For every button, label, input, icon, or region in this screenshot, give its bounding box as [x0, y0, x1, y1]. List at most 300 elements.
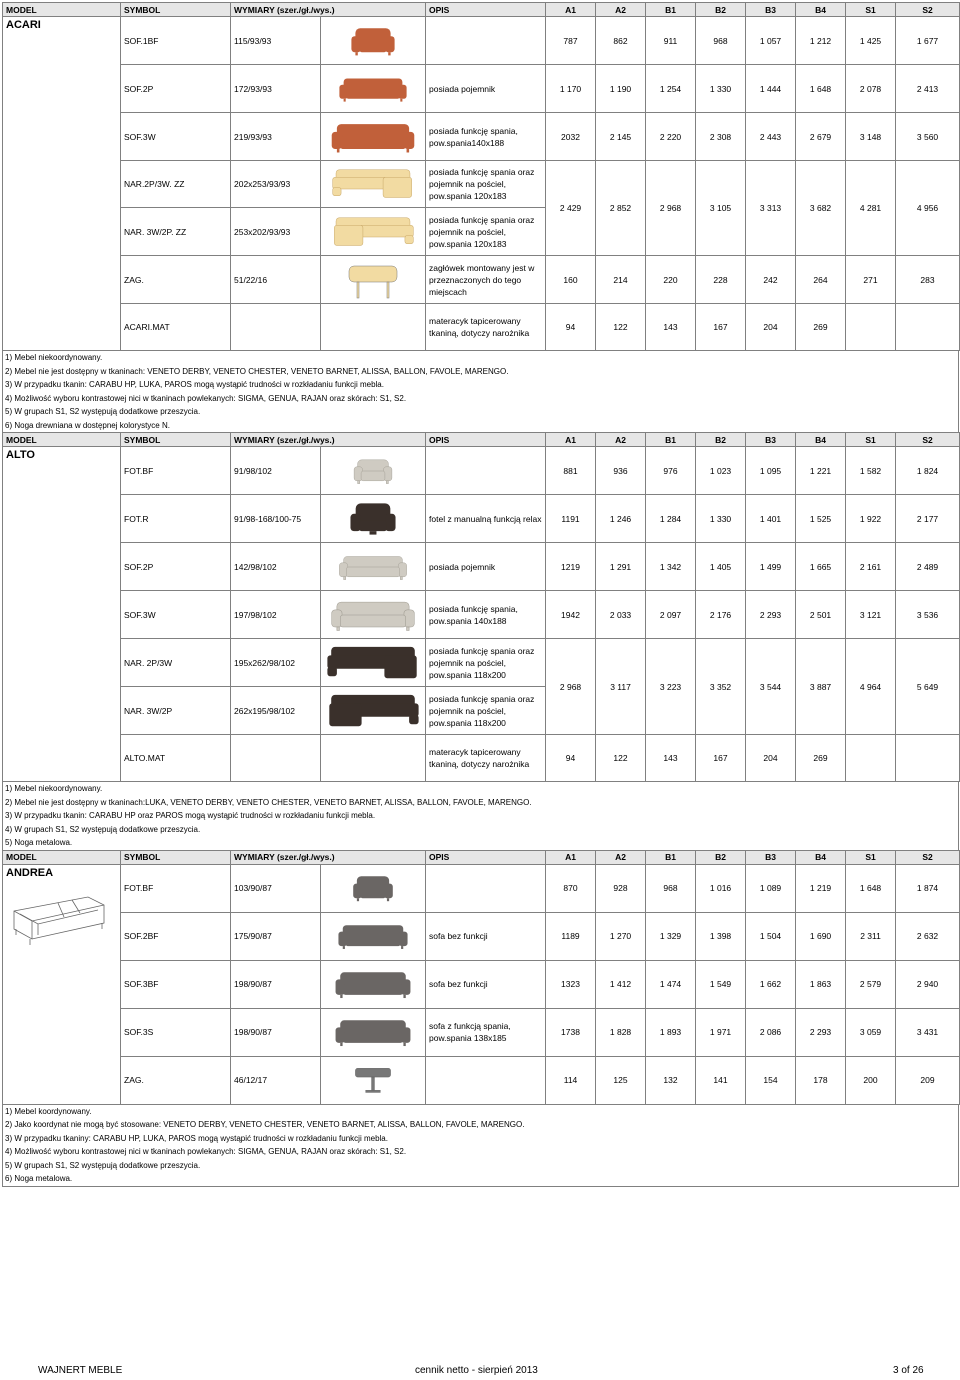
desc-cell: sofa bez funkcji — [426, 912, 546, 960]
price-b4: 3 682 — [796, 161, 846, 256]
header-b3: B3 — [746, 3, 796, 17]
note: 4) Możliwość wyboru kontrastowej nici w tkaninach powlekanych: SIGMA, GENUA, RAJAN oraz skórach: S1, S2. — [5, 1147, 407, 1156]
price-a2: 3 117 — [596, 639, 646, 735]
price-b1: 1 893 — [646, 1008, 696, 1056]
dims-cell: 91/98/102 — [231, 447, 321, 495]
header-b1: B1 — [646, 433, 696, 447]
price-b1: 1 474 — [646, 960, 696, 1008]
price-b4: 269 — [796, 304, 846, 351]
note: 2) Jako koordynat nie mogą być stosowane: VENETO DERBY, VENETO CHESTER, VENETO BARNET, ALISSA, BALLON, FAVOLE, MARENGO. — [5, 1120, 525, 1129]
price-a1: 787 — [546, 17, 596, 65]
price-a1: 1191 — [546, 495, 596, 543]
price-b2: 3 352 — [696, 639, 746, 735]
price-s1: 4 281 — [846, 161, 896, 256]
dims-cell: 91/98-168/100-75 — [231, 495, 321, 543]
price-s1: 2 161 — [846, 543, 896, 591]
symbol-cell: NAR.2P/3W. ZZ — [121, 161, 231, 208]
price-b3: 3 544 — [746, 639, 796, 735]
header-model: MODEL — [3, 850, 121, 864]
header-s1: S1 — [846, 3, 896, 17]
price-a2: 1 828 — [596, 1008, 646, 1056]
price-b2: 1 330 — [696, 495, 746, 543]
price-b3: 1 089 — [746, 864, 796, 912]
header-b2: B2 — [696, 850, 746, 864]
header-desc: OPIS — [426, 433, 546, 447]
symbol-cell: SOF.2P — [121, 65, 231, 113]
dims-cell — [231, 304, 321, 351]
table-row — [3, 591, 960, 639]
price-s1: 2 078 — [846, 65, 896, 113]
price-b3: 1 662 — [746, 960, 796, 1008]
header-dims: WYMIARY (szer./gł./wys.) — [231, 3, 426, 17]
price-b1: 3 223 — [646, 639, 696, 735]
price-a2: 1 190 — [596, 65, 646, 113]
header-s2: S2 — [896, 850, 960, 864]
price-b3: 1 444 — [746, 65, 796, 113]
alto-table — [2, 432, 960, 782]
dims-cell: 262x195/98/102 — [231, 687, 321, 735]
price-s1 — [846, 304, 896, 351]
price-a2: 122 — [596, 735, 646, 782]
price-b1: 911 — [646, 17, 696, 65]
table-row — [3, 735, 960, 782]
price-b4: 1 690 — [796, 912, 846, 960]
price-a2: 2 145 — [596, 113, 646, 161]
price-b2: 1 549 — [696, 960, 746, 1008]
desc-cell: posiada pojemnik — [426, 543, 546, 591]
header-b2: B2 — [696, 433, 746, 447]
desc-cell — [426, 1056, 546, 1104]
product-image — [321, 256, 426, 304]
dims-cell — [231, 735, 321, 782]
price-b2: 1 405 — [696, 543, 746, 591]
model-name: ANDREA — [6, 866, 54, 879]
header-a1: A1 — [546, 433, 596, 447]
symbol-cell: ACARI.MAT — [121, 304, 231, 351]
product-image — [321, 912, 426, 960]
price-b1: 132 — [646, 1056, 696, 1104]
product-image — [321, 543, 426, 591]
price-a2: 122 — [596, 304, 646, 351]
sofa-icon — [338, 547, 408, 587]
price-a2: 1 412 — [596, 960, 646, 1008]
product-image — [321, 735, 426, 782]
model-cell — [3, 17, 121, 351]
price-b2: 3 105 — [696, 161, 746, 256]
price-b4: 2 679 — [796, 113, 846, 161]
price-b2: 2 308 — [696, 113, 746, 161]
price-b4: 264 — [796, 256, 846, 304]
price-a1: 2032 — [546, 113, 596, 161]
price-a1: 1219 — [546, 543, 596, 591]
price-a1: 1738 — [546, 1008, 596, 1056]
price-s2: 1 677 — [896, 17, 960, 65]
symbol-cell: SOF.1BF — [121, 17, 231, 65]
model-cell — [3, 447, 121, 782]
footer-company: WAJNERT MEBLE — [38, 1365, 123, 1376]
price-b1: 143 — [646, 735, 696, 782]
header-dims: WYMIARY (szer./gł./wys.) — [231, 433, 426, 447]
corner-sofa-icon — [331, 213, 415, 251]
price-b4: 1 863 — [796, 960, 846, 1008]
price-a1: 1 170 — [546, 65, 596, 113]
note: 5) W grupach S1, S2 występują dodatkowe przeszycia. — [5, 1160, 201, 1170]
price-b1: 220 — [646, 256, 696, 304]
price-s1: 271 — [846, 256, 896, 304]
header-desc: OPIS — [426, 850, 546, 864]
symbol-cell: FOT.BF — [121, 864, 231, 912]
price-b3: 3 313 — [746, 161, 796, 256]
price-b4: 3 887 — [796, 639, 846, 735]
table-row — [3, 113, 960, 161]
price-b4: 2 501 — [796, 591, 846, 639]
price-a1: 94 — [546, 304, 596, 351]
armchair-icon — [352, 451, 394, 491]
header-dims: WYMIARY (szer./gł./wys.) — [231, 850, 426, 864]
desc-cell: fotel z manualną funkcją relax — [426, 495, 546, 543]
price-b2: 1 016 — [696, 864, 746, 912]
symbol-cell: ZAG. — [121, 1056, 231, 1104]
note: 1) Mebel niekoordynowany. — [5, 784, 103, 793]
table-header — [3, 850, 960, 864]
price-b1: 1 329 — [646, 912, 696, 960]
product-image — [321, 17, 426, 65]
product-image — [321, 1008, 426, 1056]
product-image — [321, 447, 426, 495]
corner-sofa-icon — [325, 692, 421, 730]
symbol-cell: NAR. 2P/3W — [121, 639, 231, 687]
dims-cell: 197/98/102 — [231, 591, 321, 639]
table-row — [3, 543, 960, 591]
price-b2: 228 — [696, 256, 746, 304]
price-a2: 2 033 — [596, 591, 646, 639]
price-b1: 2 968 — [646, 161, 696, 256]
dims-cell: 198/90/87 — [231, 960, 321, 1008]
price-a2: 214 — [596, 256, 646, 304]
symbol-cell: ZAG. — [121, 256, 231, 304]
desc-cell — [426, 447, 546, 495]
header-b4: B4 — [796, 433, 846, 447]
header-a2: A2 — [596, 850, 646, 864]
header-s2: S2 — [896, 433, 960, 447]
price-a2: 1 270 — [596, 912, 646, 960]
price-a1: 2 429 — [546, 161, 596, 256]
price-a1: 160 — [546, 256, 596, 304]
dims-cell: 253x202/93/93 — [231, 208, 321, 256]
price-b3: 204 — [746, 735, 796, 782]
price-b1: 2 220 — [646, 113, 696, 161]
sofa-icon — [330, 117, 416, 157]
product-image — [321, 864, 426, 912]
armchair-icon — [351, 868, 395, 908]
price-s2: 2 413 — [896, 65, 960, 113]
price-a2: 1 291 — [596, 543, 646, 591]
price-a1: 2 968 — [546, 639, 596, 735]
price-s2: 3 536 — [896, 591, 960, 639]
price-b4: 1 221 — [796, 447, 846, 495]
dims-cell: 51/22/16 — [231, 256, 321, 304]
price-b2: 968 — [696, 17, 746, 65]
note: 2) Mebel nie jest dostępny w tkaninach: VENETO DERBY, VENETO CHESTER, VENETO BARNET, ALISSA, BALLON, FAVOLE, MARENGO. — [5, 366, 509, 376]
price-s2: 209 — [896, 1056, 960, 1104]
price-b3: 242 — [746, 256, 796, 304]
headrest-icon — [351, 1060, 395, 1100]
dims-cell: 202x253/93/93 — [231, 161, 321, 208]
dims-cell: 115/93/93 — [231, 17, 321, 65]
product-image — [321, 65, 426, 113]
price-b2: 1 971 — [696, 1008, 746, 1056]
price-list-page — [2, 2, 959, 1187]
symbol-cell: SOF.3W — [121, 591, 231, 639]
price-a1: 1323 — [546, 960, 596, 1008]
price-s2: 2 177 — [896, 495, 960, 543]
price-s2 — [896, 304, 960, 351]
price-b3: 1 504 — [746, 912, 796, 960]
table-row — [3, 256, 960, 304]
note: 4) W grupach S1, S2 występują dodatkowe przeszycia. — [5, 824, 201, 834]
price-b1: 1 254 — [646, 65, 696, 113]
price-b1: 1 284 — [646, 495, 696, 543]
header-a2: A2 — [596, 433, 646, 447]
symbol-cell: SOF.3BF — [121, 960, 231, 1008]
header-b3: B3 — [746, 433, 796, 447]
desc-cell: posiada pojemnik — [426, 65, 546, 113]
price-s2: 2 632 — [896, 912, 960, 960]
price-a1: 881 — [546, 447, 596, 495]
header-b1: B1 — [646, 850, 696, 864]
header-model: MODEL — [3, 3, 121, 17]
table-row — [3, 1008, 960, 1056]
model-name: ALTO — [6, 449, 35, 461]
sofa-icon — [338, 69, 408, 109]
dims-cell: 142/98/102 — [231, 543, 321, 591]
header-desc: OPIS — [426, 3, 546, 17]
header-b2: B2 — [696, 3, 746, 17]
sofa-sketch-icon — [8, 883, 108, 953]
armchair-icon — [349, 21, 397, 61]
price-s2: 3 431 — [896, 1008, 960, 1056]
table-row — [3, 17, 960, 65]
product-image — [321, 591, 426, 639]
header-b4: B4 — [796, 3, 846, 17]
note: 1) Mebel niekoordynowany. — [5, 353, 103, 362]
symbol-cell: SOF.2P — [121, 543, 231, 591]
acari-table — [2, 2, 960, 351]
desc-cell: posiada funkcję spania oraz pojemnik na pościel, pow.spania 120x183 — [426, 208, 546, 256]
price-a2: 936 — [596, 447, 646, 495]
sofa-icon — [337, 916, 409, 956]
table-row — [3, 447, 960, 495]
model-cell — [3, 864, 121, 1104]
desc-cell: materacyk tapicerowany tkaniną, dotyczy narożnika — [426, 304, 546, 351]
table-row — [3, 1056, 960, 1104]
price-s1: 200 — [846, 1056, 896, 1104]
desc-cell: posiada funkcję spania oraz pojemnik na pościel, pow.spania 118x200 — [426, 687, 546, 735]
acari-notes — [2, 351, 959, 432]
price-b2: 141 — [696, 1056, 746, 1104]
table-row — [3, 639, 960, 687]
table-row — [3, 161, 960, 208]
product-image — [321, 687, 426, 735]
price-b1: 968 — [646, 864, 696, 912]
symbol-cell: NAR. 3W/2P. ZZ — [121, 208, 231, 256]
note: 2) Mebel nie jest dostępny w tkaninach:LUKA, VENETO DERBY, VENETO CHESTER, VENETO BARNET, ALISSA, BALLON, FAVOLE, MARENGO. — [5, 797, 532, 807]
price-a2: 862 — [596, 17, 646, 65]
dims-cell: 219/93/93 — [231, 113, 321, 161]
footer-page-number: 3 of 26 — [893, 1365, 924, 1376]
price-b2: 1 398 — [696, 912, 746, 960]
note: 6) Noga drewniana w dostępnej kolorystyce N. — [5, 420, 170, 430]
price-s1: 1 425 — [846, 17, 896, 65]
model-name: ACARI — [6, 19, 41, 31]
symbol-cell: SOF.3S — [121, 1008, 231, 1056]
product-image — [321, 161, 426, 208]
price-a2: 1 246 — [596, 495, 646, 543]
note: 6) Noga metalowa. — [5, 1174, 73, 1183]
price-s1: 3 059 — [846, 1008, 896, 1056]
price-s2: 2 489 — [896, 543, 960, 591]
price-b4: 1 665 — [796, 543, 846, 591]
price-s1: 3 121 — [846, 591, 896, 639]
desc-cell: materacyk tapicerowany tkaniną, dotyczy narożnika — [426, 735, 546, 782]
price-s1: 3 148 — [846, 113, 896, 161]
price-a1: 870 — [546, 864, 596, 912]
table-row — [3, 495, 960, 543]
recliner-icon — [347, 499, 399, 539]
price-b4: 2 293 — [796, 1008, 846, 1056]
price-b1: 2 097 — [646, 591, 696, 639]
price-s1: 1 922 — [846, 495, 896, 543]
price-b3: 154 — [746, 1056, 796, 1104]
price-b4: 1 219 — [796, 864, 846, 912]
table-row — [3, 65, 960, 113]
sofa-icon — [330, 595, 416, 635]
price-b4: 1 212 — [796, 17, 846, 65]
note: 4) Możliwość wyboru kontrastowej nici w tkaninach powlekanych: SIGMA, GENUA, RAJAN oraz skórach: S1, S2. — [5, 393, 407, 403]
price-b3: 1 095 — [746, 447, 796, 495]
price-s2: 283 — [896, 256, 960, 304]
price-s2: 1 874 — [896, 864, 960, 912]
header-s1: S1 — [846, 433, 896, 447]
footer-title: cennik netto - sierpień 2013 — [415, 1365, 538, 1376]
price-b1: 976 — [646, 447, 696, 495]
price-b4: 1 648 — [796, 65, 846, 113]
note: 5) Noga metalowa. — [5, 838, 73, 847]
price-s2: 3 560 — [896, 113, 960, 161]
price-s1: 1 648 — [846, 864, 896, 912]
price-s1: 1 582 — [846, 447, 896, 495]
price-b3: 2 293 — [746, 591, 796, 639]
header-b3: B3 — [746, 850, 796, 864]
header-symbol: SYMBOL — [121, 850, 231, 864]
price-b2: 2 176 — [696, 591, 746, 639]
price-s1: 2 579 — [846, 960, 896, 1008]
table-header — [3, 433, 960, 447]
dims-cell: 172/93/93 — [231, 65, 321, 113]
price-b4: 269 — [796, 735, 846, 782]
alto-notes — [2, 782, 959, 850]
price-a1: 1942 — [546, 591, 596, 639]
price-b3: 204 — [746, 304, 796, 351]
andrea-table — [2, 850, 960, 1105]
desc-cell: zagłówek montowany jest w przeznaczonych do tego miejscach — [426, 256, 546, 304]
header-b1: B1 — [646, 3, 696, 17]
product-image — [321, 304, 426, 351]
corner-sofa-icon — [331, 165, 415, 203]
price-a2: 928 — [596, 864, 646, 912]
dims-cell: 195x262/98/102 — [231, 639, 321, 687]
dims-cell: 103/90/87 — [231, 864, 321, 912]
header-a1: A1 — [546, 3, 596, 17]
header-b4: B4 — [796, 850, 846, 864]
price-b3: 2 443 — [746, 113, 796, 161]
price-s1: 4 964 — [846, 639, 896, 735]
table-header — [3, 3, 960, 17]
symbol-cell: SOF.3W — [121, 113, 231, 161]
table-row — [3, 960, 960, 1008]
dims-cell: 198/90/87 — [231, 1008, 321, 1056]
desc-cell: sofa z funkcją spania, pow.spania 138x185 — [426, 1008, 546, 1056]
price-b3: 1 499 — [746, 543, 796, 591]
price-a1: 1189 — [546, 912, 596, 960]
note: 5) W grupach S1, S2 występują dodatkowe przeszycia. — [5, 407, 201, 416]
price-s2: 4 956 — [896, 161, 960, 256]
desc-cell: sofa bez funkcji — [426, 960, 546, 1008]
table-row — [3, 912, 960, 960]
desc-cell: posiada funkcję spania, pow.spania 140x188 — [426, 591, 546, 639]
note: 1) Mebel koordynowany. — [5, 1106, 92, 1116]
dims-cell: 175/90/87 — [231, 912, 321, 960]
price-s1: 2 311 — [846, 912, 896, 960]
note: 3) W przypadku tkaniny: CARABU HP, LUKA, PAROS mogą wystąpić trudności w rozkładaniu funkcji mebla. — [5, 1133, 388, 1143]
note: 3) W przypadku tkanin: CARABU HP, LUKA, PAROS mogą wystąpić trudności w rozkładaniu funkcji mebla. — [5, 380, 384, 389]
sofa-icon — [334, 964, 412, 1004]
price-s1 — [846, 735, 896, 782]
product-image — [321, 639, 426, 687]
product-image — [321, 208, 426, 256]
symbol-cell: ALTO.MAT — [121, 735, 231, 782]
price-b3: 1 401 — [746, 495, 796, 543]
price-b2: 1 330 — [696, 65, 746, 113]
sofa-icon — [334, 1012, 412, 1052]
symbol-cell: FOT.BF — [121, 447, 231, 495]
header-a1: A1 — [546, 850, 596, 864]
price-b4: 178 — [796, 1056, 846, 1104]
product-image — [321, 1056, 426, 1104]
price-b1: 1 342 — [646, 543, 696, 591]
product-image — [321, 495, 426, 543]
corner-sofa-icon — [325, 644, 421, 682]
header-s1: S1 — [846, 850, 896, 864]
desc-cell: posiada funkcję spania oraz pojemnik na pościel, pow.spania 120x183 — [426, 161, 546, 208]
price-b3: 2 086 — [746, 1008, 796, 1056]
price-s2: 2 940 — [896, 960, 960, 1008]
desc-cell: posiada funkcję spania oraz pojemnik na pościel, pow.spania 118x200 — [426, 639, 546, 687]
price-s2 — [896, 735, 960, 782]
price-s2: 1 824 — [896, 447, 960, 495]
andrea-notes — [2, 1105, 959, 1187]
header-symbol: SYMBOL — [121, 433, 231, 447]
desc-cell — [426, 864, 546, 912]
symbol-cell: SOF.2BF — [121, 912, 231, 960]
symbol-cell: NAR. 3W/2P — [121, 687, 231, 735]
price-b3: 1 057 — [746, 17, 796, 65]
price-b2: 167 — [696, 304, 746, 351]
dims-cell: 46/12/17 — [231, 1056, 321, 1104]
price-a2: 2 852 — [596, 161, 646, 256]
symbol-cell: FOT.R — [121, 495, 231, 543]
header-a2: A2 — [596, 3, 646, 17]
